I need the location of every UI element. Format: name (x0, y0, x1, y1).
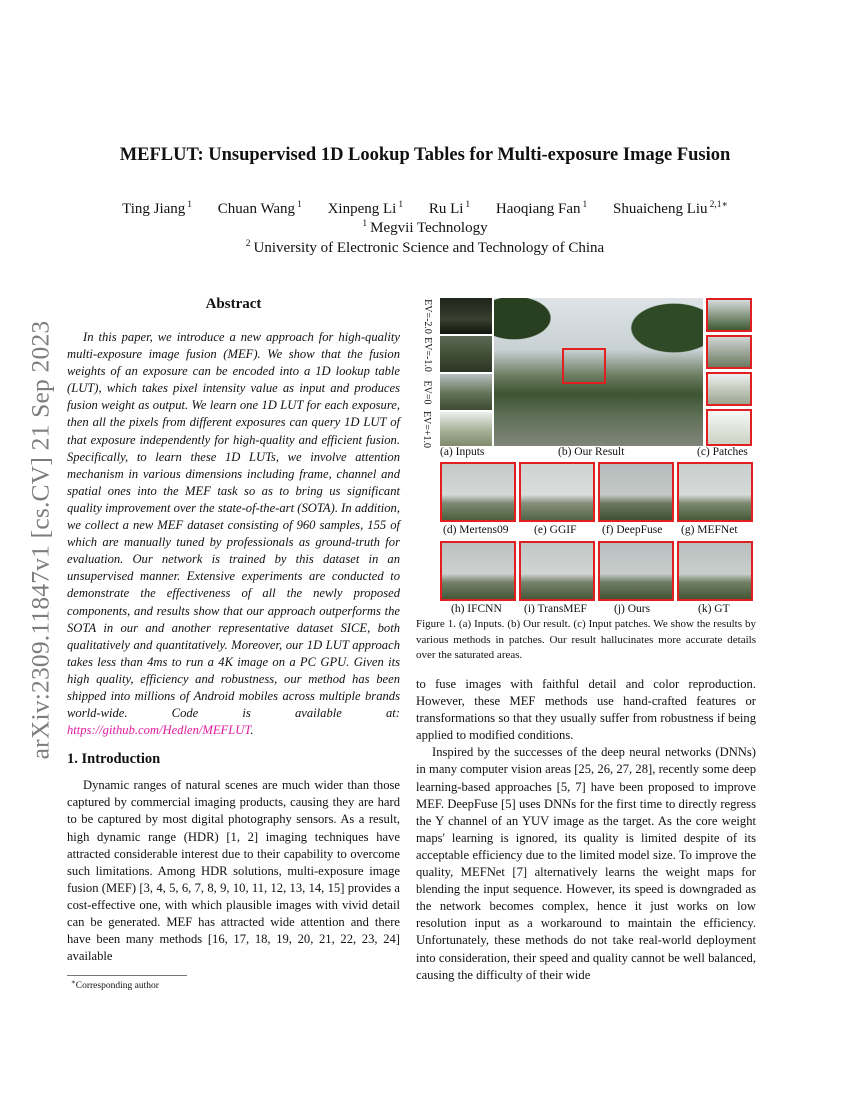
ev-label: EV=+1.0 (421, 410, 433, 448)
author-list (0, 199, 850, 218)
ev-label: EV=-2.0 (421, 298, 433, 334)
input-exposure-image (440, 336, 492, 372)
subfigure-label: (f) DeepFuse (602, 524, 663, 536)
subfigure-label: (k) GT (698, 603, 730, 615)
abstract-body: In this paper, we introduce a new approach for high-quality multi-exposure image fusion (MEF). We show that the fusion weights of an exposure can be encoded into a 1D lookup table (LUT), which takes pixel intensity value as input and produces fusion weight as output. We learn one 1D LUT for each exposure, then all the pixels from different exposures can query 1D LUT of that exposure independently for high-quality and efficient fusion. Specifically, to learn these 1D LUTs, we involve attention mechanism in various dimensions including frame, channel and spatial ones into the MEF task so as to bring us significant quality improvement over the state-of-the-art (SOTA). In addition, we collect a new MEF dataset consisting of 960 samples, 155 of which are manually tuned by professionals as ground-truth for evaluation. Our network is trained by this dataset in an unsupervised manner. Extensive experiments are conducted to demonstrate the effectiveness of all the newly proposed components, and results show that our approach outperforms the SOTA in our and another representative dataset SICE, both qualitatively and quantitatively. Moreover, our 1D LUT approach takes less than 4ms to run a 4K image on a PC GPU. Given its high quality, efficiency and robustness, our method has been shipped into millions of Android mobiles across multiple brands world-wide. Code is available at: https://github.com/Hedlen/MEFLUT. (67, 330, 400, 738)
input-patch (706, 298, 752, 332)
abstract-heading: Abstract (205, 296, 262, 312)
paper-title: MEFLUT: Unsupervised 1D Lookup Tables for Multi-exposure Image Fusion (119, 145, 731, 165)
patch-highlight-box (562, 348, 606, 384)
author: Xinpeng Li $^1$ (327, 200, 404, 217)
footnote-rule (67, 975, 187, 976)
ev-label: EV=-1.0 (421, 336, 433, 372)
figure-caption: Figure 1. (a) Inputs. (b) Our result. (c) Input patches. We show the results by various methods in patches. Our result hallucinates more accurate details over the saturated areas. (416, 618, 756, 661)
subfigure-label: (c) Patches (697, 446, 748, 458)
right-column (416, 676, 756, 984)
author: Shuaicheng Liu $^{2,1∗}$ (612, 200, 728, 217)
author: Ru Li $^1$ (428, 200, 471, 217)
method-result-patch (440, 462, 516, 522)
affiliation: $^2$ University of Electronic Science and Technology of China (245, 239, 605, 256)
intro-paragraph: Dynamic ranges of natural scenes are much wider than those captured by commercial imaging products, causing they are hard to be captured by most digital photography sensors. As a result, high dynamic range (HDR) [1, 2] imaging techniques have attracted considerable interest due to their capability to overcome such limitations. Among HDR solutions, multi-exposure image fusion (MEF) [3, 4, 5, 6, 7, 8, 9, 10, 11, 12, 13, 14, 15] provides a cost-effective one, with which plausible images with vivid detail can be generated. MEF has attracted wide attention and there have been many methods [16, 17, 18, 19, 20, 21, 22, 23, 24] available (67, 778, 400, 964)
input-patch (706, 409, 752, 446)
input-exposure-image (440, 374, 492, 410)
author: Chuan Wang $^1$ (217, 200, 302, 217)
subfigure-label: (d) Mertens09 (443, 524, 509, 536)
intro-paragraph: to fuse images with faithful detail and color reproduction. However, these MEF methods use hand-crafted features or transformations so that they usually suffer from robustness if being applied to modified conditions. (416, 677, 756, 743)
subfigure-label: (j) Ours (614, 603, 651, 615)
footnote: ∗Corresponding author (71, 978, 159, 992)
method-result-patch (598, 541, 674, 601)
method-result-patch (677, 541, 753, 601)
figure-1 (416, 296, 756, 668)
section-heading-introduction: 1. Introduction (67, 751, 161, 768)
method-result-patch (519, 541, 595, 601)
left-column (67, 296, 400, 965)
method-result-patch (440, 541, 516, 601)
arxiv-stamp-text: arXiv:2309.11847v1 [cs.CV] 21 Sep 2023 (25, 320, 55, 759)
intro-paragraph: Inspired by the successes of the deep neural networks (DNNs) in many computer vision areas [25, 26, 27, 28], recently some deep learning-based approaches [5, 7] have been proposed to improve MEF. DeepFuse [5] uses DNNs for the first time to directly regress the Y channel of an YUV image as the target. As the core weight maps' learning is ignored, its quality is limited despite of its acceptable efficiency due to the limited model size. To improve the quality, MEFNet [7] alternatively learns the weight maps for blending the input sequence. However, its speed is downgraded as the network becomes complex, hence it just works on low resolution input as a workaround to maintain the efficiency. Unfortunately, these methods do not take real-world deployment into consideration, their speed and quality cannot be well balanced, causing the difficulty of their wide (416, 745, 756, 982)
subfigure-label: (a) Inputs (440, 446, 485, 458)
subfigure-label: (h) IFCNN (451, 603, 502, 615)
input-exposure-image (440, 298, 492, 334)
author: Haoqiang Fan $^1$ (495, 200, 588, 217)
subfigure-label: (g) MEFNet (681, 524, 738, 536)
method-result-patch (677, 462, 753, 522)
subfigure-label: (i) TransMEF (524, 603, 587, 615)
affiliation: $^1$ Megvii Technology (362, 219, 488, 236)
author: Ting Jiang $^1$ (122, 200, 193, 217)
our-result-image (494, 298, 703, 446)
method-result-patch (519, 462, 595, 522)
input-patch (706, 335, 752, 369)
method-result-patch (598, 462, 674, 522)
ev-label: EV=0 (421, 380, 433, 404)
code-link[interactable]: https://github.com/Hedlen/MEFLUT (67, 723, 251, 738)
subfigure-label: (b) Our Result (558, 446, 625, 458)
arxiv-identifier (20, 292, 60, 787)
input-patch (706, 372, 752, 406)
input-exposure-image (440, 412, 492, 446)
subfigure-label: (e) GGIF (534, 524, 577, 536)
